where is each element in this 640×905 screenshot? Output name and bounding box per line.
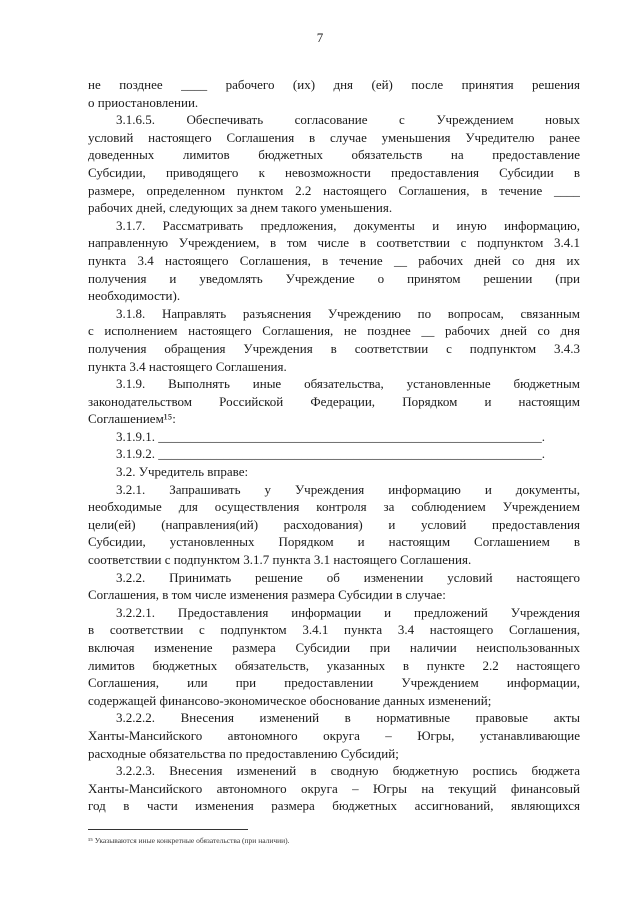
text-line: необходимости). [88,288,181,304]
text-line: 3.1.9.1. ___________________________________________________________. [116,428,545,444]
text-line: 3.1.7. Рассматривать предложения, документы и иную информацию, [116,217,580,233]
text-line: 3.1.9. Выполнять иные обязательства, установленные бюджетным [116,376,580,392]
text-line: получения обращения Учреждения в соответствии с подпунктом 3.4.3 [88,340,580,356]
text-line: законодательством Российской Федерации, Порядком и настоящим [88,393,580,409]
footnote-text: ¹⁵ Указываются иные конкретные обязательства (при наличии). [88,836,290,845]
text-line: Ханты-Мансийского автономного округа – Югры, устанавливающие [88,727,580,743]
footnote-divider [88,829,248,830]
text-line: Соглашения, или при предоставлении Учреждением информации, [88,675,580,691]
text-line: расходные обязательства по предоставлению Субсидий; [88,745,399,761]
text-line: Ханты-Мансийского автономного округа – Югры на текущий финансовый [88,780,580,796]
document-body [88,76,580,815]
text-line: необходимые для осуществления контроля за соблюдением Учреждением [88,499,580,515]
text-line: Соглашением¹⁵: [88,411,176,427]
text-line: в соответствии с подпунктом 3.4.1 пункта 3.4 настоящего Соглашения, [88,622,580,638]
text-line: пункта 3.4 настоящего Соглашения, в течение __ рабочих дней со дня их [88,252,580,268]
page-number: 7 [316,30,324,45]
text-line: соответствии с подпунктом 3.1.7 пункта 3.1 настоящего Соглашения. [88,552,472,568]
text-line: доведенных лимитов бюджетных обязательств на предоставление [88,147,580,163]
text-line: Соглашения, в том числе изменения размера Субсидии в случае: [88,587,446,603]
text-line: с исполнением настоящего Соглашения, не позднее __ рабочих дней со дня [88,323,580,339]
text-line: включая изменение размера Субсидии при наличии неиспользованных [88,640,580,655]
text-line: о приостановлении. [88,94,199,110]
text-line: 3.2.2.3. Внесения изменений в сводную бюджетную роспись бюджета [116,763,580,779]
text-line: 3.1.8. Направлять разъяснения Учреждению по вопросам, связанным [116,305,580,321]
text-line: получения и уведомлять Учреждение о принятом решении (при [88,270,580,286]
text-line: не позднее ____ рабочего (их) дня (ей) после принятия решения [88,77,580,92]
text-line: пункта 3.4 настоящего Соглашения. [88,358,287,374]
text-line: 3.2.2. Принимать решение об изменении условий настоящего [116,569,580,585]
text-line: 3.2. Учредитель вправе: [116,464,249,480]
text-line: рабочих дней, следующих за днем такого уменьшения. [88,200,393,216]
text-line: лимитов бюджетных обязательств, указанных в пункте 2.2 настоящего [88,657,580,673]
text-line: 3.1.6.5. Обеспечивать согласование с Учреждением новых [116,112,580,128]
text-line: 3.2.1. Запрашивать у Учреждения информацию и документы, [116,481,580,497]
text-line: 3.2.2.1. Предоставления информации и предложений Учреждения [116,604,580,620]
text-line: 3.1.9.2. ___________________________________________________________. [116,446,545,462]
text-line: направленную Учреждением, в том числе в соответствии с подпунктом 3.4.1 [88,235,580,251]
text-line: размере, определенном пунктом 2.2 настоящего Соглашения, в течение ____ [88,182,580,198]
text-line: Субсидии, установленных Порядком и настоящим Соглашением в [88,534,580,550]
text-line: содержащей финансово-экономическое обоснование данных изменений; [88,692,492,708]
text-line: Субсидии, приводящего к невозможности предоставления Субсидии в [88,164,580,180]
text-line: цели(ей) (направления(ий) расходования) и условий предоставления [88,516,580,532]
text-line: год в части изменения размера бюджетных ассигнований, являющихся [88,798,580,814]
text-line: 3.2.2.2. Внесения изменений в нормативные правовые акты [116,710,580,726]
text-line: условий настоящего Соглашения в случае уменьшения Учредителю ранее [88,129,580,145]
